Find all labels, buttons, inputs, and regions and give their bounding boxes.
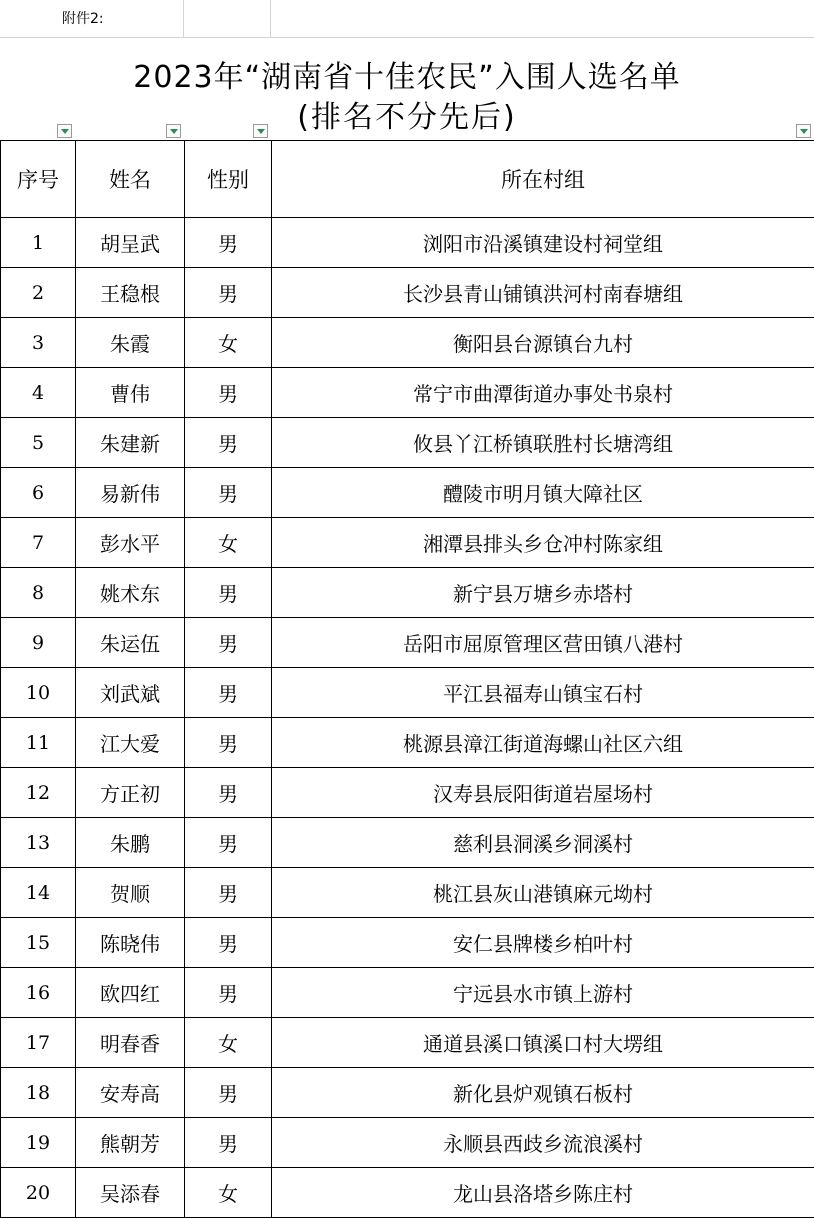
cell-name[interactable]: 吴添春 <box>76 1168 185 1218</box>
cell-gender[interactable]: 男 <box>185 618 272 668</box>
cell-index[interactable]: 20 <box>1 1168 76 1218</box>
cell-village[interactable]: 桃源县漳江街道海螺山社区六组 <box>272 718 814 768</box>
cell-village[interactable]: 浏阳市沿溪镇建设村祠堂组 <box>272 218 814 268</box>
cell-index[interactable]: 9 <box>1 618 76 668</box>
table-row <box>1 1018 814 1068</box>
cell-village[interactable]: 攸县丫江桥镇联胜村长塘湾组 <box>272 418 814 468</box>
cell-gender[interactable]: 男 <box>185 1118 272 1168</box>
cell-index[interactable]: 6 <box>1 468 76 518</box>
page-subtitle: (排名不分先后) <box>0 92 814 136</box>
filter-dropdown-icon[interactable] <box>253 124 268 138</box>
table-row <box>1 1118 814 1168</box>
cell-village[interactable]: 新化县炉观镇石板村 <box>272 1068 814 1118</box>
empty-cell[interactable] <box>271 0 814 38</box>
cell-index[interactable]: 3 <box>1 318 76 368</box>
header-gender[interactable]: 性别 <box>185 141 272 218</box>
cell-gender[interactable]: 女 <box>185 1018 272 1068</box>
cell-gender[interactable]: 男 <box>185 968 272 1018</box>
cell-gender[interactable]: 男 <box>185 1068 272 1118</box>
table-row <box>1 1168 814 1218</box>
cell-village[interactable]: 安仁县牌楼乡柏叶村 <box>272 918 814 968</box>
cell-name[interactable]: 刘武斌 <box>76 668 185 718</box>
cell-name[interactable]: 胡呈武 <box>76 218 185 268</box>
cell-gender[interactable]: 男 <box>185 818 272 868</box>
cell-name[interactable]: 陈晓伟 <box>76 918 185 968</box>
cell-name[interactable]: 安寿高 <box>76 1068 185 1118</box>
header-index[interactable]: 序号 <box>1 141 76 218</box>
cell-name[interactable]: 朱运伍 <box>76 618 185 668</box>
table-header-row <box>1 141 814 218</box>
header-name[interactable]: 姓名 <box>76 141 185 218</box>
cell-village[interactable]: 醴陵市明月镇大障社区 <box>272 468 814 518</box>
cell-index[interactable]: 19 <box>1 1118 76 1168</box>
cell-gender[interactable]: 女 <box>185 518 272 568</box>
cell-village[interactable]: 龙山县洛塔乡陈庄村 <box>272 1168 814 1218</box>
cell-index[interactable]: 13 <box>1 818 76 868</box>
cell-name[interactable]: 熊朝芳 <box>76 1118 185 1168</box>
table-row <box>1 668 814 718</box>
table-row <box>1 518 814 568</box>
cell-village[interactable]: 湘潭县排头乡仓冲村陈家组 <box>272 518 814 568</box>
table-row <box>1 868 814 918</box>
table-row <box>1 568 814 618</box>
cell-village[interactable]: 新宁县万塘乡赤塔村 <box>272 568 814 618</box>
table-row <box>1 468 814 518</box>
table-row <box>1 968 814 1018</box>
cell-gender[interactable]: 男 <box>185 768 272 818</box>
cell-index[interactable]: 7 <box>1 518 76 568</box>
empty-cell[interactable] <box>184 0 271 38</box>
table-row <box>1 368 814 418</box>
cell-name[interactable]: 朱建新 <box>76 418 185 468</box>
cell-name[interactable]: 易新伟 <box>76 468 185 518</box>
filter-dropdown-icon[interactable] <box>796 124 811 138</box>
table-row <box>1 268 814 318</box>
table-row <box>1 318 814 368</box>
cell-gender[interactable]: 男 <box>185 368 272 418</box>
cell-village[interactable]: 永顺县西歧乡流浪溪村 <box>272 1118 814 1168</box>
cell-name[interactable]: 曹伟 <box>76 368 185 418</box>
cell-name[interactable]: 王稳根 <box>76 268 185 318</box>
page-title: 2023年“湖南省十佳农民”入围人选名单 <box>0 52 814 96</box>
cell-name[interactable]: 江大爱 <box>76 718 185 768</box>
cell-name[interactable]: 姚术东 <box>76 568 185 618</box>
header-village[interactable]: 所在村组 <box>272 141 814 218</box>
cell-index[interactable]: 4 <box>1 368 76 418</box>
cell-gender[interactable]: 男 <box>185 718 272 768</box>
cell-village[interactable]: 宁远县水市镇上游村 <box>272 968 814 1018</box>
cell-index[interactable]: 5 <box>1 418 76 468</box>
cell-gender[interactable]: 男 <box>185 268 272 318</box>
cell-gender[interactable]: 男 <box>185 668 272 718</box>
table-row <box>1 1068 814 1118</box>
filter-dropdown-icon[interactable] <box>57 124 72 138</box>
table-row <box>1 718 814 768</box>
cell-index[interactable]: 2 <box>1 268 76 318</box>
cell-gender[interactable]: 男 <box>185 218 272 268</box>
cell-village[interactable]: 岳阳市屈原管理区营田镇八港村 <box>272 618 814 668</box>
cell-index[interactable]: 16 <box>1 968 76 1018</box>
candidate-table <box>0 140 814 1218</box>
cell-index[interactable]: 12 <box>1 768 76 818</box>
cell-gender[interactable]: 男 <box>185 568 272 618</box>
cell-index[interactable]: 11 <box>1 718 76 768</box>
cell-name[interactable]: 明春香 <box>76 1018 185 1068</box>
attachment-label[interactable]: 附件2: <box>0 0 184 38</box>
cell-index[interactable]: 17 <box>1 1018 76 1068</box>
cell-index[interactable]: 1 <box>1 218 76 268</box>
cell-index[interactable]: 18 <box>1 1068 76 1118</box>
cell-gender[interactable]: 男 <box>185 468 272 518</box>
table-row <box>1 918 814 968</box>
cell-name[interactable]: 贺顺 <box>76 868 185 918</box>
cell-village[interactable]: 汉寿县辰阳街道岩屋场村 <box>272 768 814 818</box>
table-row <box>1 418 814 468</box>
cell-index[interactable]: 8 <box>1 568 76 618</box>
cell-name[interactable]: 欧四红 <box>76 968 185 1018</box>
attachment-row <box>0 0 814 38</box>
table-row <box>1 818 814 868</box>
cell-village[interactable]: 平江县福寿山镇宝石村 <box>272 668 814 718</box>
cell-village[interactable]: 桃江县灰山港镇麻元坳村 <box>272 868 814 918</box>
cell-index[interactable]: 14 <box>1 868 76 918</box>
cell-village[interactable]: 常宁市曲潭街道办事处书泉村 <box>272 368 814 418</box>
cell-index[interactable]: 10 <box>1 668 76 718</box>
cell-village[interactable]: 衡阳县台源镇台九村 <box>272 318 814 368</box>
table-row <box>1 618 814 668</box>
cell-name[interactable]: 彭水平 <box>76 518 185 568</box>
cell-name[interactable]: 方正初 <box>76 768 185 818</box>
cell-gender[interactable]: 女 <box>185 318 272 368</box>
cell-gender[interactable]: 男 <box>185 918 272 968</box>
table-row <box>1 768 814 818</box>
cell-gender[interactable]: 男 <box>185 868 272 918</box>
cell-gender[interactable]: 女 <box>185 1168 272 1218</box>
filter-dropdown-icon[interactable] <box>166 124 181 138</box>
table-row <box>1 218 814 268</box>
cell-village[interactable]: 通道县溪口镇溪口村大塄组 <box>272 1018 814 1068</box>
cell-name[interactable]: 朱鹏 <box>76 818 185 868</box>
cell-village[interactable]: 长沙县青山铺镇洪河村南春塘组 <box>272 268 814 318</box>
title-block[interactable] <box>0 38 814 140</box>
cell-village[interactable]: 慈利县洞溪乡洞溪村 <box>272 818 814 868</box>
cell-index[interactable]: 15 <box>1 918 76 968</box>
cell-name[interactable]: 朱霞 <box>76 318 185 368</box>
cell-gender[interactable]: 男 <box>185 418 272 468</box>
